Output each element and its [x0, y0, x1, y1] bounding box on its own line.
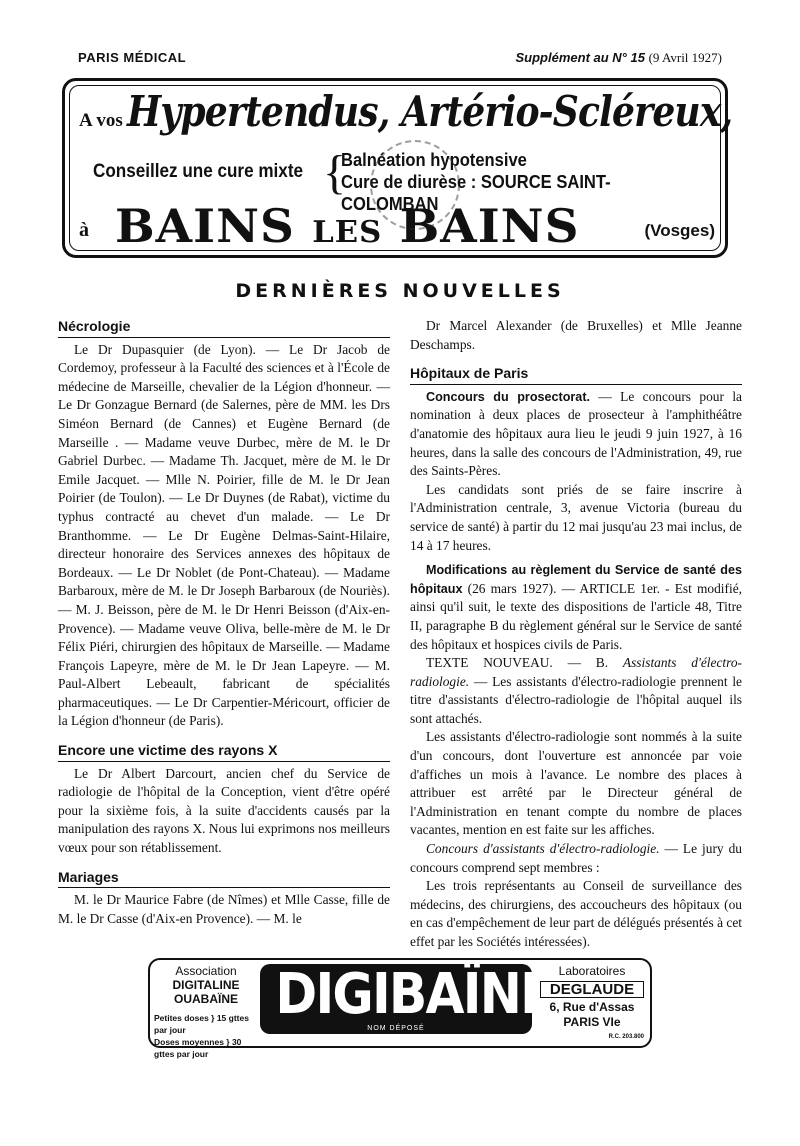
jury-text: Les trois représentants au Conseil de surveillance des médecins, des chirurgiens, des accoucheurs des hôpitaux (ou en cas d'empêchement de leur part de délégués présentés à cet effet par les Sociétés intéressées). — [410, 878, 742, 949]
assoc-ouabaine: OUABAÏNE — [173, 992, 238, 1006]
subheading-prosectorat: Concours du prosectorat. — [426, 389, 591, 404]
bains-word-1: BAINS — [115, 199, 295, 253]
rayons-x-text: Le Dr Albert Darcourt, ancien chef du Service de radiologie de l'hôpital de la Conception, vient d'être opéré pour la sixième fois, à la suite d'accidents causés par la manipulation des rayons X. Nous lui exprimons nos meilleurs vœux pour son rétablissement. — [58, 765, 390, 856]
mariages-text: M. le Dr Maurice Fabre (de Nîmes) et Mlle Casse, fille de M. le Dr Casse (d'Aix-en Provence). — M. le — [58, 892, 390, 926]
advertisement-digibaine — [148, 958, 652, 1059]
assistants-text: — Les assistants d'électro-radiologie prennent le titre d'assistants d'électro-radiologie de l'hôpital auquel ils sont attachés. — [410, 673, 742, 726]
heading-hopitaux: Hôpitaux de Paris — [410, 364, 742, 385]
reglement-text: (26 mars 1927). — ARTICLE 1er. - Est modifié, ainsi qu'il suit, le texte des dispositions de l'article 48, Titre II, paragraphe B du règlement général sur le Service de santé des hôpitaux et hospices civils de Paris. — [410, 580, 742, 652]
heading-mariages: Mariages — [58, 868, 390, 889]
prosectorat-paragraph — [410, 388, 742, 481]
logo-word: DIGIBAÏNE — [275, 962, 553, 1027]
running-header — [78, 50, 722, 68]
nom-depose: NOM DÉPOSÉ — [367, 1025, 425, 1032]
ad-place-name — [115, 199, 579, 253]
reglement-paragraph — [410, 561, 742, 654]
ad-association — [158, 964, 254, 1006]
nomination-text: Les assistants d'électro-radiologie sont nommés à la suite d'un concours, dont l'ouverture est annoncée par voie d'affiches un mois à l'avance. Le nombre des places à attribuer est arrêté par le Directeur général de l'Administration en tenant compte du nombre de places vacantes, mention en est faite sur les affiches. — [410, 729, 742, 838]
lab-city: PARIS VIe — [563, 1015, 621, 1029]
issue-number: Supplément au N° 15 — [515, 50, 645, 65]
ad-headline-small: A vos — [79, 110, 123, 131]
issue-date: (9 Avril 1927) — [648, 50, 722, 65]
ad-laboratory — [540, 964, 644, 1045]
concours-text: — Le jury du concours comprend sept membres : — [410, 841, 743, 875]
concours-paragraph — [410, 840, 742, 877]
assoc-digitaline: DIGITALINE — [172, 978, 240, 992]
ad-doses — [154, 1012, 260, 1060]
right-column — [410, 317, 742, 952]
assoc-label: Association — [175, 964, 237, 978]
ad-place-prefix: à — [79, 219, 89, 241]
lab-rc: R.C. 203.800 — [608, 1034, 644, 1040]
concours-title: Concours d'assistants d'électro-radiologie. — [426, 841, 660, 857]
assistants-title: Assistants d'électro-radiologie. — [410, 655, 743, 689]
mariages-continued: Dr Marcel Alexander (de Bruxelles) et Mlle Jeanne Deschamps. — [410, 318, 742, 352]
candidats-text: Les candidats sont priés de se faire inscrire à l'Administration centrale, 3, avenue Victoria (bureau du service de santé) à partir du 12 mai jusqu'au 23 mai inclus, de 14 à 17 heures. — [410, 481, 742, 553]
necrologie-text: Le Dr Dupasquier (de Lyon). — Le Dr Jacob de Cordemoy, professeur à la Faculté des sciences et à l'École de médecine de Marseille, chevalier de la Légion d'honneur. — Le Dr Gonzague Bernard (de Salernes, père de MM. les Drs Siméon Bernard (de Cannes) et Eugène Bernard (de Marseille . — Madame veuve Durbec, mère de M. le Dr Gabriel Durbec. — Madame Th. Jacquet, mère de M. le Dr Emile Jacquet. — Mlle N. Poirier, fille de M. le Dr Jean Poirier (de Toulon). — Le Dr Duynes (de Rabat), victime du typhus contracté au chevet d'un malade. — Le Dr Branthomme. — Le Dr Eugène Delmas-Saint-Hilaire, directeur honoraire des Services annexes des hôpitaux de Bordeaux. — Le Dr Noblet (de Pont-Chateau). — Madame Barbaroux, mère de M. le Dr Joseph Barbaroux (de Nouriès). — M. J. Beisson, père de M. le Dr Henri Beisson (d'Aix-en-Provence). — Madame veuve Oliva, belle-mère de M. le Dr Félix Piéri, chirurgien des hôpitaux de Marseille. — Madame François Lapeyre, mère de M. le Dr Jean Lapeyre. — M. Paul-Albert Lebeault, fabricant de spécialités pharmaceutiques. — Le Dr Carpentier-Méricourt, officier de la Légion d'honneur (de Paris). — [58, 341, 390, 729]
subheading-reglement: Modifications au règlement du Service de santé des hôpitaux — [410, 563, 742, 596]
ad-headline-big: Hypertendus, Artério-Scléreux, — [126, 87, 733, 136]
heading-rayons-x: Encore une victime des rayons X — [58, 741, 390, 762]
library-stamp — [370, 140, 460, 230]
bains-word-2: BAINS — [399, 199, 580, 253]
ad-region: (Vosges) — [644, 221, 715, 240]
lab-label: Laboratoires — [558, 964, 626, 978]
left-column — [58, 317, 390, 928]
lab-address: 6, Rue d'Assas — [549, 1000, 635, 1014]
prosectorat-text: — Le concours pour la nomination à deux places de prosecteur à l'amphithéâtre d'anatomie des hôpitaux aura lieu le jeudi 9 juin 1927, à 16 heures, dans la salle des concours de l'Administration, 49, rue des Saints-Pères. — [410, 388, 742, 479]
texte-nouveau-label: TEXTE NOUVEAU. — B. — [426, 655, 623, 671]
ad-cure-line-2: Cure de diurèse : SOURCE SAINT-COLOMBAN — [341, 172, 611, 214]
texte-nouveau-paragraph — [410, 654, 742, 728]
les-word: LES — [312, 215, 383, 250]
dose-small: Petites doses } 15 gttes par jour — [154, 1013, 249, 1035]
digibaine-logo — [260, 962, 553, 1034]
lab-name: DEGLAUDE — [540, 981, 644, 998]
brace-glyph: { — [323, 146, 347, 199]
dose-medium: Doses moyennes } 30 gttes par jour — [154, 1037, 242, 1059]
section-title: DERNIÈRES NOUVELLES — [235, 280, 565, 302]
issue-info — [516, 50, 723, 66]
ad-headline — [79, 87, 800, 136]
ad-cure-line-1: Balnéation hypotensive — [341, 150, 527, 170]
heading-necrologie: Nécrologie — [58, 317, 390, 338]
ad-advice: Conseillez une cure mixte — [93, 161, 304, 182]
journal-title: PARIS MÉDICAL — [78, 50, 187, 65]
